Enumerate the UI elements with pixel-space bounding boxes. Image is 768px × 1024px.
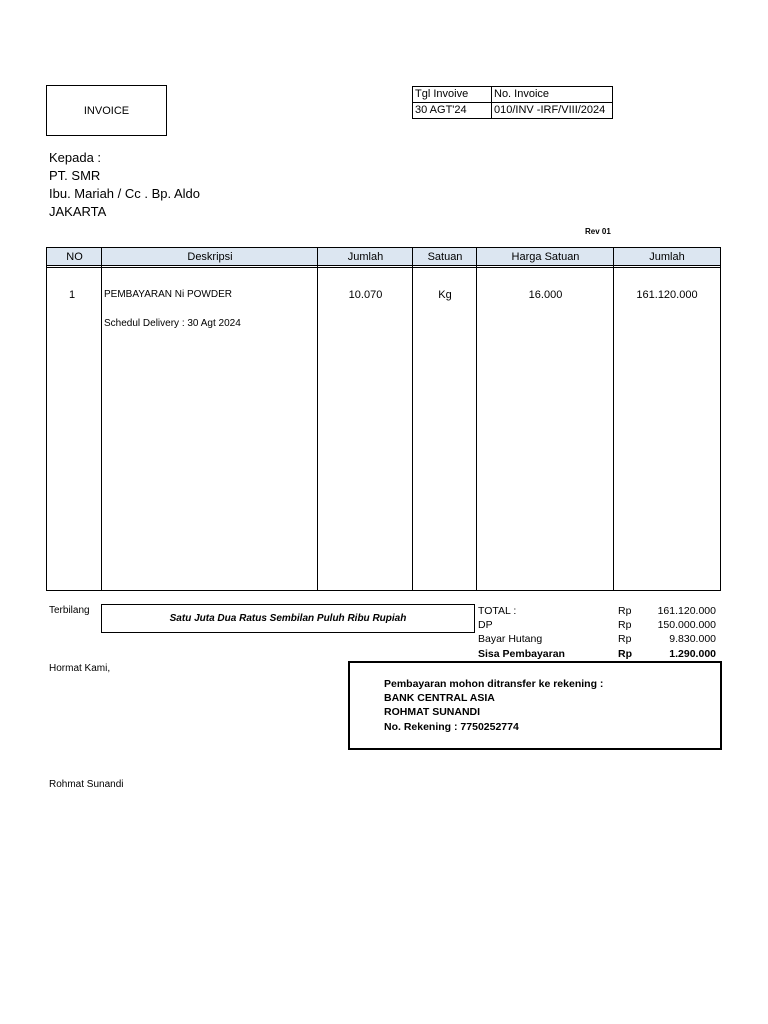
total-label: TOTAL : xyxy=(478,605,517,617)
invoice-date-label: Tgl Invoive xyxy=(413,87,492,103)
remaining-payment-label: Sisa Pembayaran xyxy=(478,648,565,660)
account-number: No. Rekening : 7750252774 xyxy=(384,721,519,733)
recipient-company: PT. SMR xyxy=(49,168,101,183)
bank-transfer-box xyxy=(348,661,722,750)
revision-label: Rev 01 xyxy=(585,227,611,236)
dp-value: 150.000.000 xyxy=(657,619,716,631)
header-amount: Jumlah xyxy=(614,248,720,266)
total-currency: Rp xyxy=(618,605,632,617)
row-unit-price: 16.000 xyxy=(528,289,563,301)
invoice-title: INVOICE xyxy=(83,104,130,117)
invoice-meta-table xyxy=(412,86,613,119)
delivery-note: Schedul Delivery : 30 Agt 2024 xyxy=(104,318,241,329)
row-amount: 161.120.000 xyxy=(636,289,698,301)
row-no: 1 xyxy=(69,289,76,301)
terbilang-box xyxy=(101,604,475,633)
remaining-payment-currency: Rp xyxy=(618,648,632,660)
row-unit: Kg xyxy=(438,289,452,301)
bank-name: BANK CENTRAL ASIA xyxy=(384,692,495,704)
recipient-city: JAKARTA xyxy=(49,204,107,219)
recipient-block xyxy=(49,149,200,221)
header-unit-price: Harga Satuan xyxy=(477,248,614,266)
remaining-payment-value: 1.290.000 xyxy=(669,648,716,660)
invoice-title-box xyxy=(46,85,167,136)
signer-name: Rohmat Sunandi xyxy=(49,779,124,790)
recipient-to-label: Kepada : xyxy=(49,150,102,165)
invoice-number-label: No. Invoice xyxy=(492,87,613,103)
header-no: NO xyxy=(47,248,102,266)
row-qty: 10.070 xyxy=(348,289,383,301)
terbilang-label: Terbilang xyxy=(49,605,90,616)
recipient-attention: Ibu. Mariah / Cc . Bp. Aldo xyxy=(49,186,201,201)
header-unit: Satuan xyxy=(413,248,477,266)
debt-payment-row xyxy=(478,632,716,646)
header-double-rule xyxy=(47,267,720,268)
invoice-date-value: 30 AGT'24 xyxy=(413,103,492,119)
account-holder: ROHMAT SUNANDI xyxy=(384,706,481,718)
dp-currency: Rp xyxy=(618,619,632,631)
items-table xyxy=(46,247,721,591)
header-qty: Jumlah xyxy=(318,248,413,266)
total-row xyxy=(478,604,716,618)
total-value: 161.120.000 xyxy=(657,605,716,617)
terbilang-text: Satu Juta Dua Ratus Sembilan Puluh Ribu Rupiah xyxy=(169,613,407,624)
invoice-number-value: 010/INV -IRF/VIII/2024 xyxy=(492,103,613,119)
remaining-payment-row xyxy=(478,647,716,661)
closing-text: Hormat Kami, xyxy=(49,663,111,674)
debt-payment-currency: Rp xyxy=(618,633,632,645)
dp-row xyxy=(478,618,716,632)
debt-payment-label: Bayar Hutang xyxy=(478,633,543,645)
row-description: PEMBAYARAN Ni POWDER xyxy=(104,289,232,300)
column-divider xyxy=(101,248,102,590)
dp-label: DP xyxy=(478,619,493,631)
bank-instruction: Pembayaran mohon ditransfer ke rekening : xyxy=(384,678,604,690)
debt-payment-value: 9.830.000 xyxy=(669,633,716,645)
header-description: Deskripsi xyxy=(102,248,318,266)
